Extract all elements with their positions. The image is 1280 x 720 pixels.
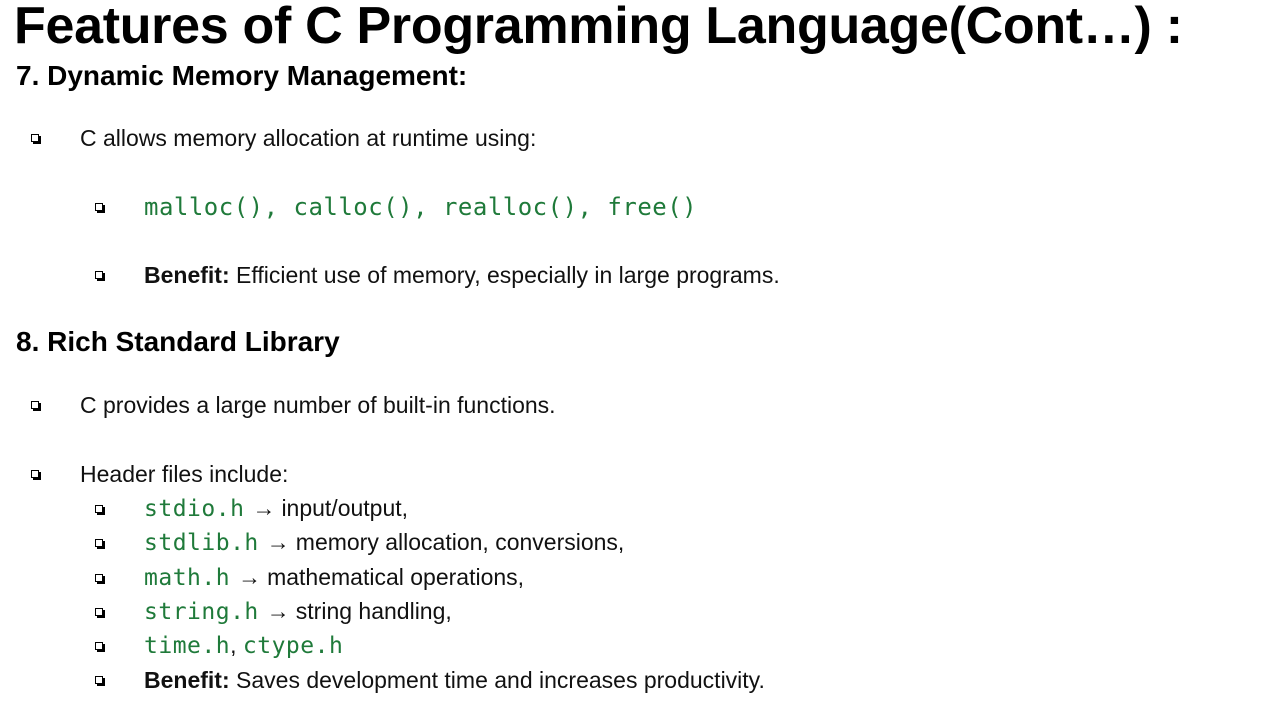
- list-item: [94, 630, 343, 661]
- right-arrow-icon: →: [266, 529, 290, 555]
- benefit-label: Benefit:: [144, 667, 230, 693]
- square-bullet-icon: [94, 563, 108, 593]
- square-bullet-icon: [94, 631, 108, 661]
- list-item: [30, 459, 288, 489]
- header-code: string.h: [144, 599, 259, 625]
- benefit-line: [144, 665, 765, 695]
- benefit-text: Saves development time and increases productivity.: [229, 667, 765, 693]
- square-bullet-icon: [94, 192, 108, 222]
- right-arrow-icon: →: [252, 495, 276, 521]
- benefit-line: [144, 260, 780, 290]
- benefit-label: Benefit:: [144, 262, 230, 288]
- header-code: stdlib.h: [144, 530, 259, 556]
- right-arrow-icon: →: [238, 564, 262, 590]
- square-bullet-icon: [94, 665, 108, 695]
- list-item: [94, 527, 624, 558]
- list-item: [30, 123, 536, 153]
- right-arrow-icon: →: [266, 598, 290, 624]
- benefit-text: Efficient use of memory, especially in large programs.: [229, 262, 780, 288]
- slide-title: Features of C Programming Language(Cont…) :: [14, 0, 1183, 55]
- list-item-text: Header files include:: [80, 461, 289, 487]
- header-code: stdio.h: [144, 496, 245, 522]
- separator: ,: [230, 632, 243, 658]
- list-item: [94, 562, 524, 593]
- square-bullet-icon: [30, 390, 44, 420]
- header-entry: [144, 596, 452, 627]
- square-bullet-icon: [94, 260, 108, 290]
- header-desc: mathematical operations,: [267, 564, 525, 590]
- header-entry: [144, 562, 524, 593]
- square-bullet-icon: [30, 123, 44, 153]
- header-desc: memory allocation, conversions,: [295, 529, 625, 555]
- list-item: [94, 260, 780, 290]
- section-heading-standard-library: 8. Rich Standard Library: [16, 326, 340, 357]
- list-item-text: C provides a large number of built-in functions.: [80, 392, 556, 418]
- header-entry: [144, 493, 408, 524]
- list-item-text: C allows memory allocation at runtime using:: [80, 125, 537, 151]
- square-bullet-icon: [94, 528, 108, 558]
- list-item: [30, 390, 556, 420]
- header-code-time: time.h: [144, 633, 231, 659]
- header-entry: [144, 630, 343, 661]
- header-desc: input/output,: [281, 495, 409, 521]
- square-bullet-icon: [30, 459, 44, 489]
- list-item: [94, 596, 452, 627]
- square-bullet-icon: [94, 494, 108, 524]
- square-bullet-icon: [94, 597, 108, 627]
- list-item: [94, 493, 408, 524]
- list-item: [94, 665, 765, 695]
- header-entry: [144, 527, 624, 558]
- header-code: math.h: [144, 565, 231, 591]
- list-item: [94, 192, 697, 222]
- code-snippet-memory-functions: malloc(), calloc(), realloc(), free(): [144, 193, 698, 221]
- header-desc: string handling,: [295, 598, 452, 624]
- header-code-ctype: ctype.h: [242, 633, 344, 659]
- section-heading-dynamic-memory: 7. Dynamic Memory Management:: [16, 60, 468, 91]
